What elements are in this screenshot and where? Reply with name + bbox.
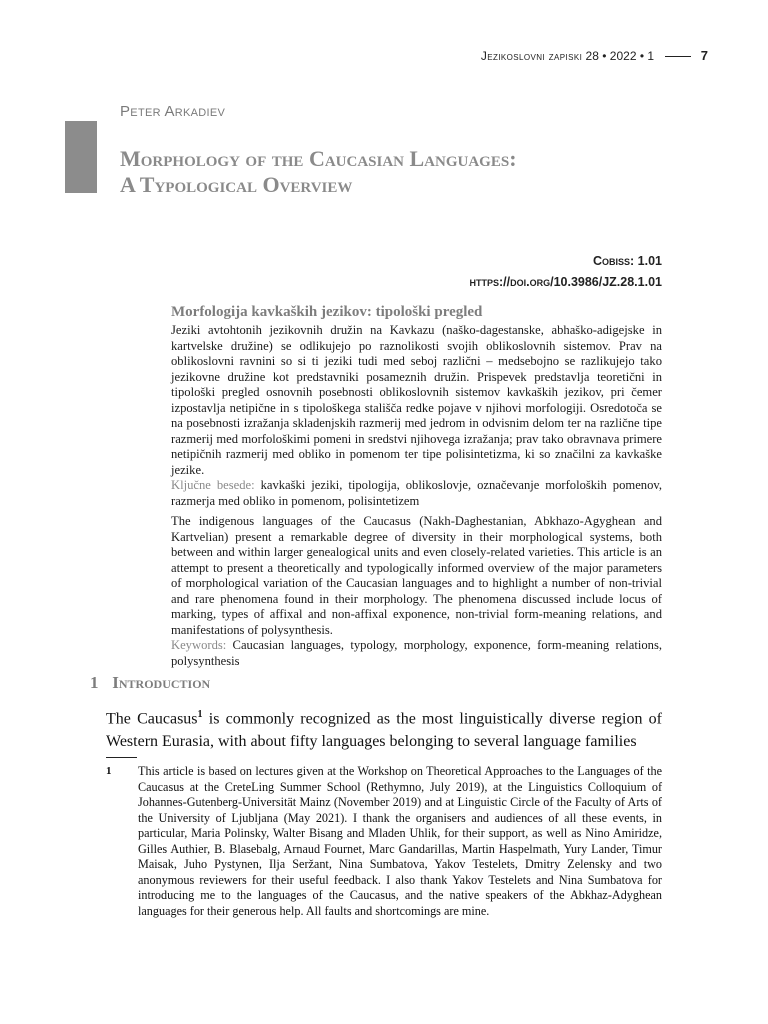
title-accent-bar — [65, 121, 97, 193]
keywords-label: Ključne besede: — [171, 478, 255, 492]
footnote — [106, 764, 662, 919]
cobiss-classification — [593, 254, 662, 268]
running-head-rule — [665, 56, 691, 57]
page-number: 7 — [700, 48, 708, 63]
section-number: 1 — [90, 673, 99, 692]
body-text-rest: is commonly recognized as the most linguistically diverse region of Western Eurasia, with about fifty languages belonging to several language families — [106, 710, 662, 751]
section-title: Introduction — [112, 673, 211, 692]
abstract-slovene-heading: Morfologija kavkaških jezikov: tipološki pregled — [171, 304, 483, 320]
keywords-list: Caucasian languages, typology, morphology, exponence, form-meaning relations, polysynthesis — [171, 638, 662, 668]
journal-volume: 28 — [585, 49, 599, 63]
footnote-reference[interactable]: 1 — [197, 709, 203, 720]
doi-link[interactable] — [470, 275, 663, 289]
cobiss-label: Cobiss: — [592, 254, 635, 268]
journal-issue: 1 — [647, 49, 655, 63]
title-line-2: A Typological Overview — [120, 172, 353, 197]
abstract-slovene-text: Jeziki avtohtonih jezikovnih družin na Kavkazu (naško-dagestanske, abhaško-adigejske in kartvelske družine) se odlikujejo po raznolikosti svojih oblikoslovnih sistemov. Prav na oblikoslovni ravnini so si ti jeziki tudi med seboj različni – medsebojno se razlikujejo tako jezikovne družine kot predstavniki posameznih družin. Prispevek predstavlja teoretični in tipološki pregled osnovnih posebnosti oblikoslovnih sistemov kavkaških jezikov, pri čemer izpostavlja netipične in s tipološkega stališča redke pojave v njihovi morfologiji. Osredotoča se na posebnosti izražanja skladenjskih razmerij med jedrom in odvisnim delom ter na različne tipe razmerij med morfološkimi pomeni in sredstvi njihovega izražanja; prav tako obravnava primere netipičnih razmerij med obliko in pomenom ter tipe polisintetizma, ki so značilni za kavkaške jezike. — [171, 323, 662, 477]
abstract-slovene-keywords — [171, 478, 662, 509]
abstract-english-keywords — [171, 638, 662, 669]
article-title — [120, 146, 680, 198]
footnote-divider — [106, 757, 137, 758]
bullet-separator: • — [639, 49, 645, 63]
footnote-text: This article is based on lectures given at the Workshop on Theoretical Approaches to the Languages of the Caucasus at the CreteLing Summer School (Rethymno, July 2019), at the Linguistics Colloquium of Johannes-Gutenberg-Universität Mainz (November 2019) and at Linguistic Circle of the Faculty of Arts of the University of Ljubljana (May 2021). I thank the organisers and audiences of all these events, in particular, Maria Polinsky, Walter Bisang and Mladen Uhlik, for their support, as well as Nino Amiridze, Gilles Authier, B. Blasebalg, Arnaud Fournet, Marc Gandarillas, Martin Haspelmath, Yury Lander, Timur Maisak, Juho Pystynen, Ilja Seržant, Nina Sumbatova, Yakov Testelets, Dmitry Zelensky and two anonymous reviewers for their useful feedback. I also thank Yakov Testelets and Nina Sumbatova for introducing me to the languages of the Caucasus, and the native speakers of the Abkhaz-Adyghean languages for their generous help. All faults and shortcomings are mine. — [138, 764, 662, 918]
journal-year: 2022 — [609, 49, 637, 63]
doi-prefix: https://doi.org/ — [469, 275, 554, 289]
bullet-separator: • — [602, 49, 607, 63]
running-head — [300, 48, 708, 63]
body-text-start: The Caucasus — [106, 710, 198, 728]
body-paragraph — [106, 703, 662, 753]
author-name: Peter Arkadiev — [120, 103, 226, 120]
abstract-english — [171, 514, 662, 669]
doi-value: 10.3986/JZ.28.1.01 — [553, 275, 662, 289]
abstract-english-text: The indigenous languages of the Caucasus (Nakh-Daghestanian, Abkhazo-Agyghean and Kartvelian) present a remarkable degree of diversity in their morphological systems, both between and within larger genealogical units and even closely-related varieties. This article is an attempt to present a theoretically and typologically informed overview of the major parameters of morphological variation of the Caucasian languages and to highlight a number of non-trivial and rare phenomena found in their morphology. The phenomena discussed include locus of marking, types of affixal and non-affixal exponence, non-trivial form-meaning relations, and manifestations of polysynthesis. — [171, 514, 662, 637]
footnote-mark: 1 — [106, 765, 112, 777]
section-heading — [90, 673, 210, 693]
cobiss-value: 1.01 — [637, 254, 662, 268]
abstract-slovene — [171, 303, 662, 509]
title-line-1: Morphology of the Caucasian Languages: — [120, 146, 517, 171]
keywords-list: kavkaški jeziki, tipologija, oblikoslovje, označevanje morfoloških pomenov, razmerja med obliko in pomenom, polisintetizem — [171, 478, 663, 508]
keywords-label: Keywords: — [171, 638, 227, 652]
journal-name: Jezikoslovni zapiski — [480, 49, 583, 63]
